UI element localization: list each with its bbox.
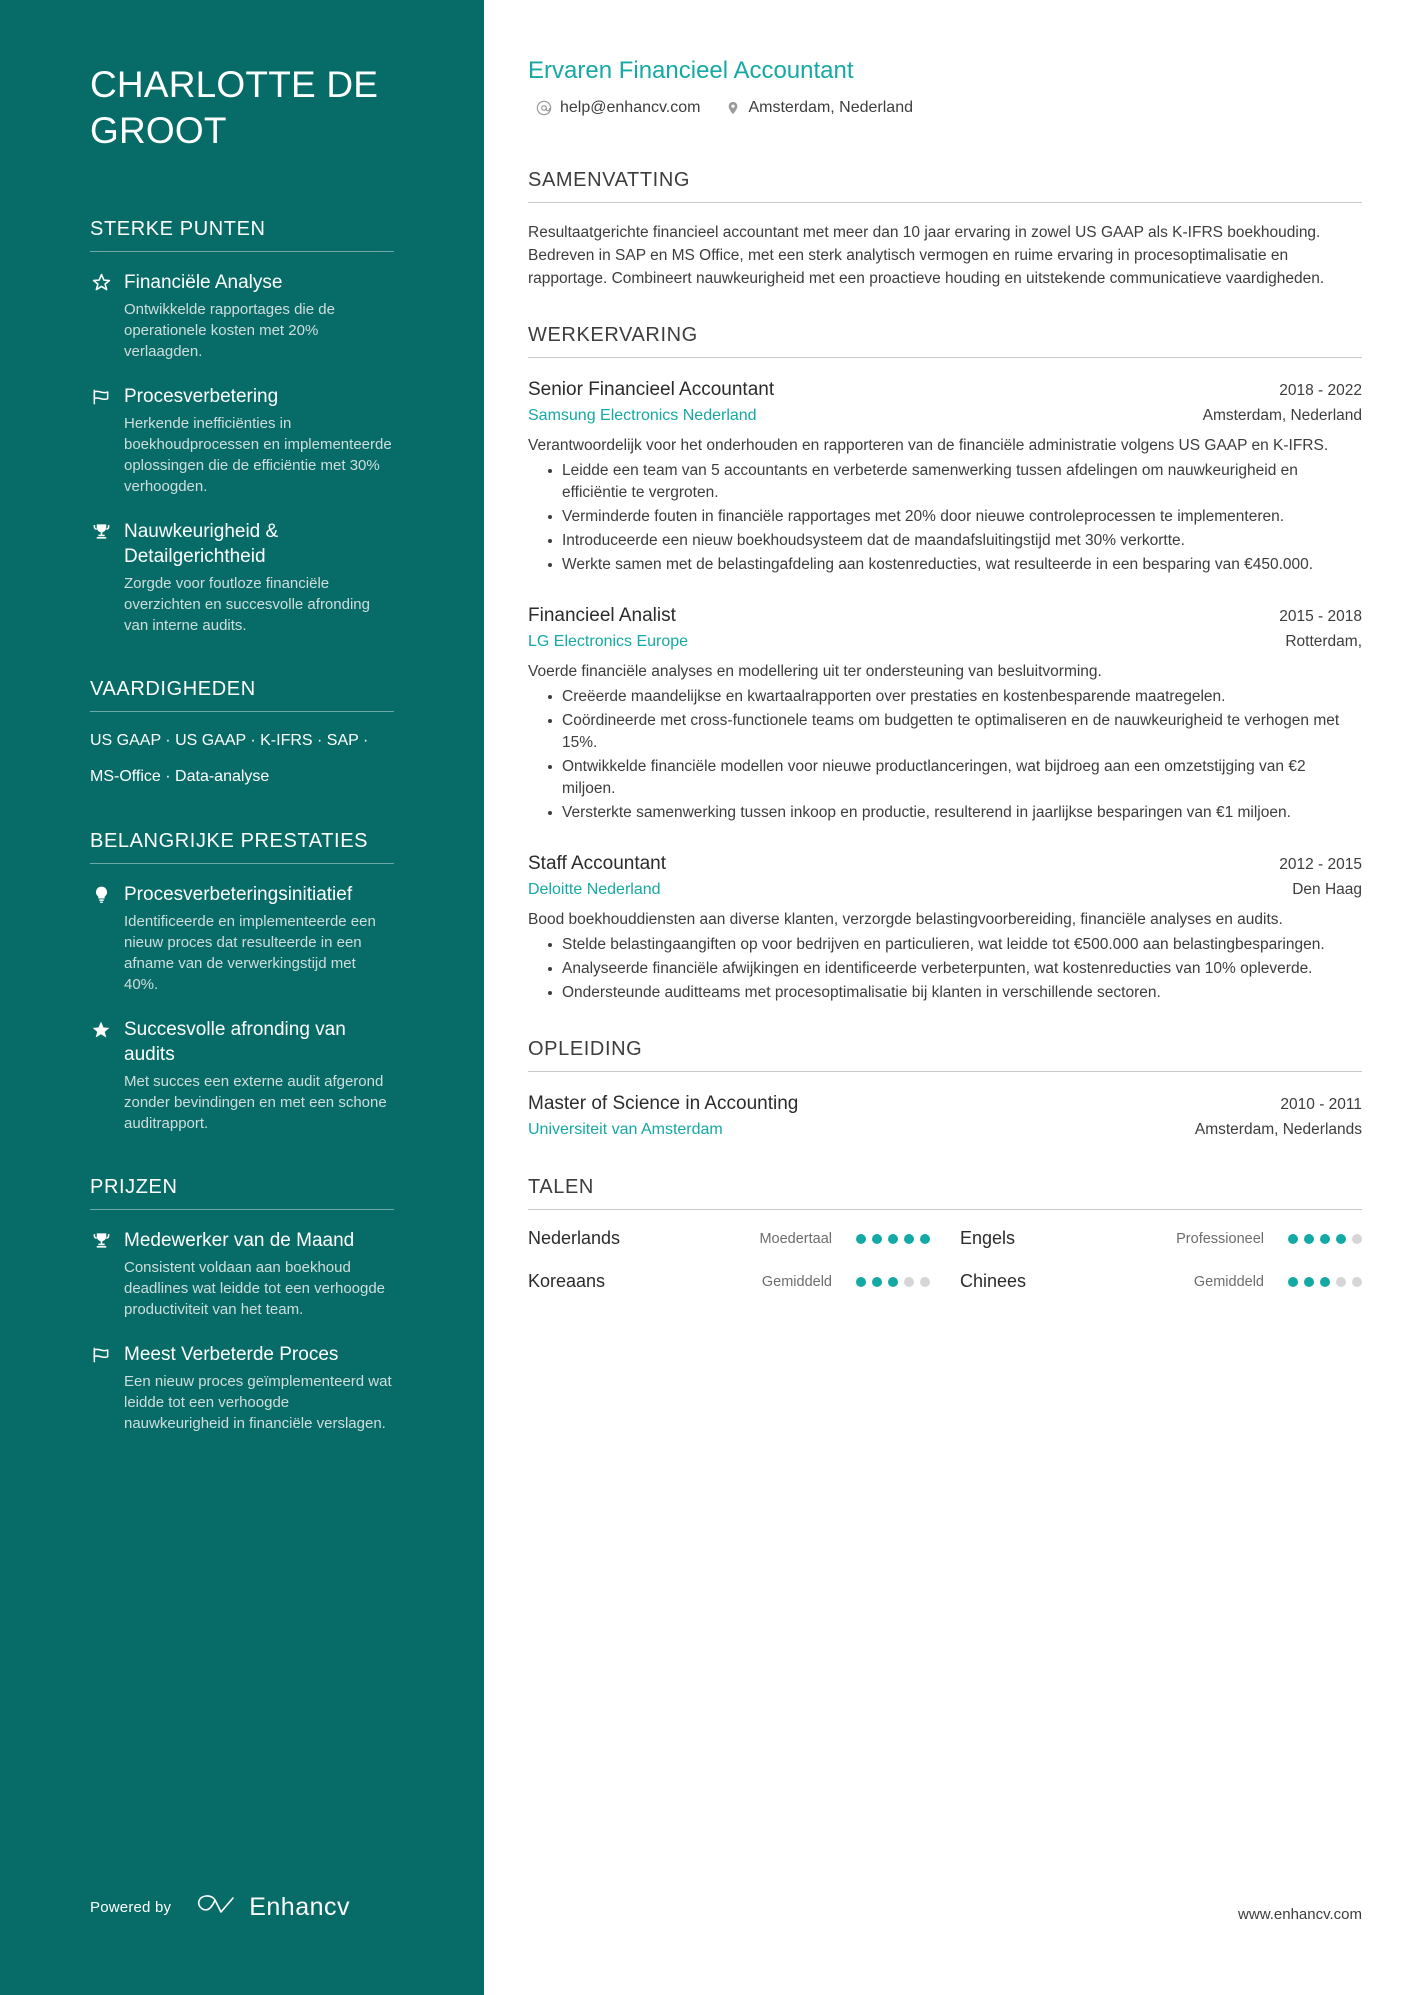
experience-bullets: [528, 934, 1362, 1004]
rating-dot: [1304, 1277, 1314, 1287]
divider: [90, 1209, 394, 1210]
language-name: Koreaans: [528, 1271, 606, 1291]
strength-item: [90, 519, 394, 636]
list-item: Coördineerde met cross-functionele teams om budgetten te optimaliseren en de nauwkeurigheid te verhogen met 15%.: [548, 710, 1362, 754]
list-item: Ontwikkelde financiële modellen voor nieuwe productlanceringen, wat bijdroeg aan een omzetstijging van €2 miljoen.: [548, 756, 1362, 800]
rating-dot: [1304, 1234, 1314, 1244]
list-item: Stelde belastingaangiften op voor bedrijven en particulieren, wat leidde tot €500.000 aan belastingbesparingen.: [548, 934, 1362, 956]
education-org: Universiteit van Amsterdam: [528, 1121, 723, 1138]
summary-text: Resultaatgerichte financieel accountant met meer dan 10 jaar ervaring in zowel US GAAP als K-IFRS boekhouding. Bedreven in SAP en MS Office, met een sterk analytisch vermogen en ruime ervaring in procesoptimalisatie en rapportage. Combineert nauwkeurigheid met een proactieve houding en uitstekende communicatieve vaardigheden.: [528, 224, 1325, 287]
list-item: Analyseerde financiële afwijkingen en identificeerde verbeterpunten, wat kostenreducties van 10% opleverde.: [548, 958, 1362, 980]
achievement-desc: Met succes een externe audit afgerond zonder bevindingen en met een schone auditrapport.: [124, 1073, 387, 1132]
rating-dot: [1336, 1277, 1346, 1287]
rating-dot: [904, 1277, 914, 1287]
contact-row: [528, 99, 1362, 117]
experience-entry: [528, 376, 1362, 576]
rating-dot: [1352, 1234, 1362, 1244]
experience-location: Rotterdam,: [1285, 633, 1362, 650]
strength-item: [90, 384, 394, 497]
award-title: Meest Verbeterde Proces: [124, 1344, 339, 1365]
rating-dot: [1320, 1277, 1330, 1287]
section-education: [528, 1038, 1362, 1142]
sidebar-section-heading: STERKE PUNTEN: [90, 218, 266, 240]
education-location: Amsterdam, Nederlands: [1194, 1121, 1362, 1138]
language-level: Gemiddeld: [1193, 1273, 1264, 1290]
sidebar-section-skills: [90, 676, 394, 788]
education-entry: [528, 1090, 1362, 1142]
rating-dot: [1352, 1277, 1362, 1287]
rating-dot: [920, 1277, 930, 1287]
rating-dot: [1288, 1234, 1298, 1244]
main-content: [484, 0, 1410, 1995]
divider: [90, 251, 394, 252]
trophy-icon: [90, 1228, 112, 1320]
experience-date: 2018 - 2022: [1279, 382, 1362, 399]
divider: [528, 1209, 1362, 1210]
section-heading-summary: SAMENVATTING: [528, 169, 691, 191]
experience-title: Financieel Analist: [528, 605, 676, 626]
experience-bullets: [528, 460, 1362, 576]
language-item: [528, 1271, 930, 1292]
skills-line: US GAAP · US GAAP · K-IFRS · SAP ·: [90, 732, 369, 749]
experience-entry: [528, 850, 1362, 1004]
achievement-item: [90, 1017, 394, 1134]
rating-dot: [1336, 1234, 1346, 1244]
divider: [90, 711, 394, 712]
divider: [90, 863, 394, 864]
flag-icon: [90, 384, 112, 497]
strength-item: [90, 270, 394, 362]
award-item: [90, 1228, 394, 1320]
strength-title: Procesverbetering: [124, 386, 279, 407]
star-filled-icon: [90, 1017, 112, 1134]
experience-org: Samsung Electronics Nederland: [528, 407, 757, 424]
powered-by-label: Powered by: [90, 1899, 172, 1916]
sidebar-footer: [90, 1892, 350, 1923]
language-item: [960, 1271, 1362, 1292]
language-level: Gemiddeld: [761, 1273, 832, 1290]
strength-desc: Zorgde voor foutloze financiële overzichten en succesvolle afronding van interne audits.: [124, 575, 370, 634]
sidebar-section-strengths: [90, 216, 394, 636]
divider: [528, 1071, 1362, 1072]
award-desc: Consistent voldaan aan boekhoud deadlines wat leidde tot een verhoogde productiviteit van het team.: [124, 1259, 386, 1318]
sidebar-section-heading: VAARDIGHEDEN: [90, 678, 256, 700]
section-heading-experience: WERKERVARING: [528, 324, 698, 346]
contact-location-value: Amsterdam, Nederland: [748, 99, 913, 116]
achievement-item: [90, 882, 394, 995]
contact-email[interactable]: [536, 99, 700, 117]
divider: [528, 357, 1362, 358]
sidebar: [0, 0, 484, 1995]
experience-org: Deloitte Nederland: [528, 881, 661, 898]
language-rating: [856, 1277, 930, 1287]
language-rating: [856, 1234, 930, 1244]
language-name: Engels: [960, 1228, 1016, 1248]
strength-title: Nauwkeurigheid & Detailgerichtheid: [124, 521, 279, 567]
sidebar-section-achievements: [90, 828, 394, 1134]
experience-org: LG Electronics Europe: [528, 633, 689, 650]
list-item: Verminderde fouten in financiële rapportages met 20% door nieuwe controleprocessen te implementeren.: [548, 506, 1362, 528]
section-summary: [528, 169, 1362, 290]
experience-entry: [528, 602, 1362, 824]
rating-dot: [1288, 1277, 1298, 1287]
language-name: Chinees: [960, 1271, 1027, 1291]
experience-location: Den Haag: [1292, 881, 1362, 898]
strength-desc: Ontwikkelde rapportages die de operationele kosten met 20% verlaagden.: [124, 301, 335, 360]
award-desc: Een nieuw proces geïmplementeerd wat leidde tot een verhoogde nauwkeurigheid in financiële verslagen.: [124, 1373, 392, 1432]
enhancv-logo-icon: [193, 1892, 239, 1923]
experience-desc: Voerde financiële analyses en modellering uit ter ondersteuning van besluitvorming.: [528, 663, 1102, 680]
strength-desc: Herkende inefficiënties in boekhoudprocessen en implementeerde oplossingen die de efficiëntie met 30% verhoogden.: [124, 415, 392, 495]
rating-dot: [872, 1234, 882, 1244]
sidebar-section-awards: [90, 1174, 394, 1434]
experience-title: Staff Accountant: [528, 853, 667, 874]
rating-dot: [872, 1277, 882, 1287]
rating-dot: [888, 1277, 898, 1287]
experience-desc: Verantwoordelijk voor het onderhouden en rapporteren van de financiële administratie volgens US GAAP en K-IFRS.: [528, 437, 1329, 454]
achievement-title: Procesverbeteringsinitiatief: [124, 884, 353, 905]
rating-dot: [920, 1234, 930, 1244]
list-item: Werkte samen met de belastingafdeling aan kostenreducties, wat resulteerde in een besparing van €450.000.: [548, 554, 1362, 576]
trophy-icon: [90, 519, 112, 636]
rating-dot: [888, 1234, 898, 1244]
enhancv-wordmark: Enhancv: [249, 1893, 351, 1921]
language-level: Professioneel: [1176, 1230, 1264, 1247]
email-icon: [536, 100, 552, 116]
candidate-name: CHARLOTTE DE GROOT: [90, 64, 379, 151]
strength-title: Financiële Analyse: [124, 272, 283, 293]
sidebar-section-heading: BELANGRIJKE PRESTATIES: [90, 830, 369, 852]
list-item: Ondersteunde auditteams met procesoptimalisatie bij klanten in verschillende sectoren.: [548, 982, 1362, 1004]
lightbulb-idea-icon: [90, 882, 112, 995]
flag-icon: [90, 1342, 112, 1434]
award-item: [90, 1342, 394, 1434]
rating-dot: [856, 1277, 866, 1287]
experience-title: Senior Financieel Accountant: [528, 379, 775, 400]
divider: [528, 202, 1362, 203]
experience-date: 2015 - 2018: [1279, 608, 1362, 625]
language-item: [960, 1228, 1362, 1249]
list-item: Leidde een team van 5 accountants en verbeterde samenwerking tussen afdelingen om nauwkeurigheid en efficiëntie te vergroten.: [548, 460, 1362, 504]
rating-dot: [856, 1234, 866, 1244]
section-languages: [528, 1176, 1362, 1292]
experience-date: 2012 - 2015: [1279, 856, 1362, 873]
education-title: Master of Science in Accounting: [528, 1093, 799, 1114]
education-date: 2010 - 2011: [1280, 1096, 1362, 1113]
section-heading-languages: TALEN: [528, 1176, 594, 1198]
language-item: [528, 1228, 930, 1249]
section-heading-education: OPLEIDING: [528, 1038, 643, 1060]
experience-location: Amsterdam, Nederland: [1202, 407, 1362, 424]
award-title: Medewerker van de Maand: [124, 1230, 355, 1251]
list-item: Creëerde maandelijkse en kwartaalrapporten over prestaties en kostenbesparende maatregelen.: [548, 686, 1362, 708]
languages-grid: [528, 1228, 1362, 1292]
enhancv-brand: [193, 1892, 350, 1923]
contact-email-value: help@enhancv.com: [560, 99, 701, 116]
job-title: Ervaren Financieel Accountant: [528, 57, 854, 84]
language-rating: [1288, 1277, 1362, 1287]
list-item: Introduceerde een nieuw boekhoudsysteem dat de maandafsluitingstijd met 30% verkortte.: [548, 530, 1362, 552]
achievement-title: Succesvolle afronding van audits: [124, 1019, 346, 1065]
rating-dot: [1320, 1234, 1330, 1244]
section-experience: [528, 324, 1362, 1004]
experience-desc: Bood boekhouddiensten aan diverse klanten, verzorgde belastingvoorbereiding, financiële analyses en audits.: [528, 911, 1283, 928]
achievement-desc: Identificeerde en implementeerde een nieuw proces dat resulteerde in een afname van de verwerkingstijd met 40%.: [124, 913, 376, 993]
language-rating: [1288, 1234, 1362, 1244]
list-item: Versterkte samenwerking tussen inkoop en productie, resulterend in jaarlijkse besparingen van €1 miljoen.: [548, 802, 1362, 824]
location-pin-icon: [726, 99, 740, 117]
rating-dot: [904, 1234, 914, 1244]
skills-line: MS-Office · Data-analyse: [90, 768, 270, 785]
language-name: Nederlands: [528, 1228, 621, 1248]
site-url: www.enhancv.com: [1238, 1906, 1362, 1923]
sidebar-section-heading: PRIJZEN: [90, 1176, 178, 1198]
star-outline-icon: [90, 270, 112, 362]
contact-location: [726, 99, 913, 117]
language-level: Moedertaal: [759, 1230, 832, 1247]
experience-bullets: [528, 686, 1362, 824]
